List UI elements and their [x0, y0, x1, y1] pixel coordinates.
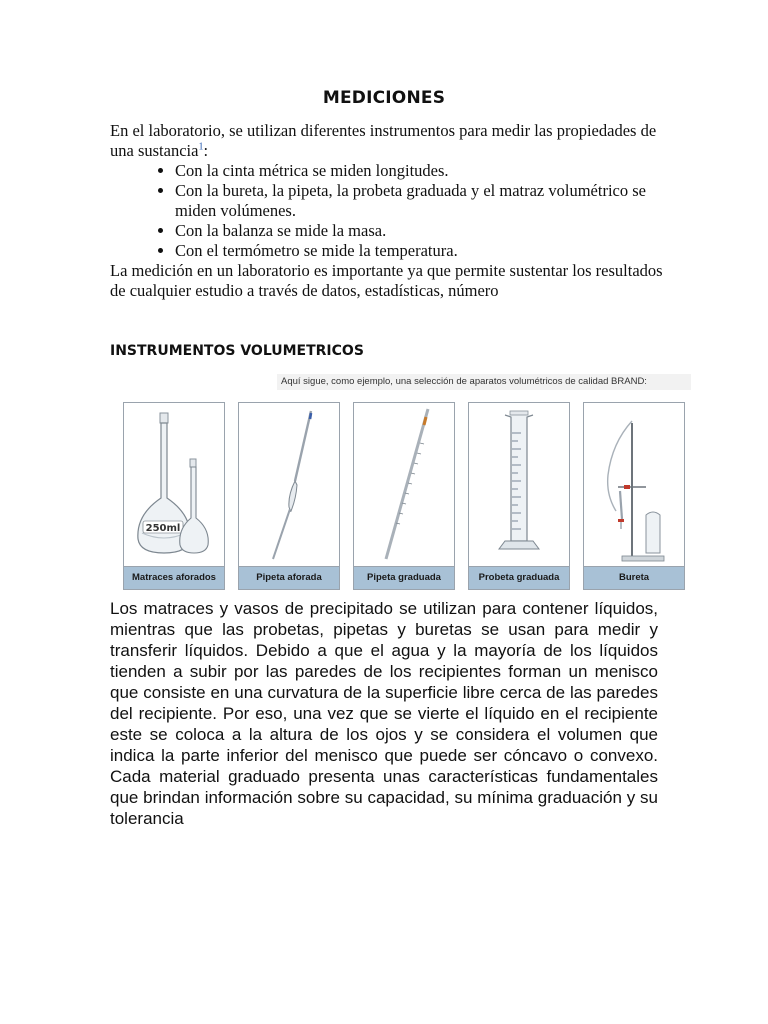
instrument-card-flasks [123, 402, 225, 590]
card-label: Probeta graduada [468, 566, 570, 590]
card-label: Pipeta graduada [353, 566, 455, 590]
graduated-cylinder-icon [469, 403, 569, 567]
flask-marking: 250ml [145, 523, 181, 534]
instrument-card-burette [583, 402, 685, 590]
card-label: Pipeta aforada [238, 566, 340, 590]
list-item: • Con la bureta, la pipeta, la probeta graduada y el matraz volumétrico se miden volúmenes. [175, 181, 670, 221]
volumetric-pipette-icon [239, 403, 339, 567]
section-heading: INSTRUMENTOS VOLUMETRICOS [110, 343, 364, 359]
burette-icon [584, 403, 684, 567]
footnote-ref[interactable]: 1 [198, 141, 204, 153]
figure-caption: Aquí sigue, como ejemplo, una selección de aparatos volumétricos de calidad BRAND: [277, 374, 691, 390]
instrument-card-graduated-pipette [353, 402, 455, 590]
instrument-card-graduated-cylinder [468, 402, 570, 590]
instrument-card-volumetric-pipette [238, 402, 340, 590]
body-paragraph: Los matraces y vasos de precipitado se utilizan para contener líquidos, mientras que las probetas, pipetas y buretas se usan para medir y transferir líquidos. Debido a que el agua y la mayoría de los líquidos tienden a subir por las paredes de los recipientes forman un menisco que consiste en una curvatura de la superficie libre cerca de las paredes del recipiente. Por eso, una vez que se vierte el líquido en el recipiente este se coloca a la altura de los ojos y se considera el volumen que indica la parte inferior del menisco que puede ser cóncavo o convexo. Cada material graduado presenta unas características fundamentales que brindan información sobre su capacidad, su mínima graduación y su tolerancia [110, 599, 658, 828]
graduated-pipette-icon [354, 403, 454, 567]
list-item: • Con el termómetro se mide la temperatura. [175, 241, 670, 261]
list-item: • Con la balanza se mide la masa. [175, 221, 670, 241]
intro-lead: En el laboratorio, se utilizan diferentes instrumentos para medir las propiedades de una sustancia$^1$: [110, 121, 657, 160]
list-item: • Con la cinta métrica se miden longitudes. [175, 161, 670, 181]
intro-section [110, 121, 670, 301]
intro-closing: La medición en un laboratorio es importante ya que permite sustentar los resultados de cualquier estudio a través de datos, estadísticas, número [110, 261, 663, 300]
volumetric-flask-icon [124, 403, 224, 567]
instrument-list [110, 161, 670, 261]
card-label: Matraces aforados [123, 566, 225, 590]
page-title: MEDICIONES [322, 88, 446, 108]
card-label: Bureta [583, 566, 685, 590]
instruments-figure [120, 372, 688, 592]
